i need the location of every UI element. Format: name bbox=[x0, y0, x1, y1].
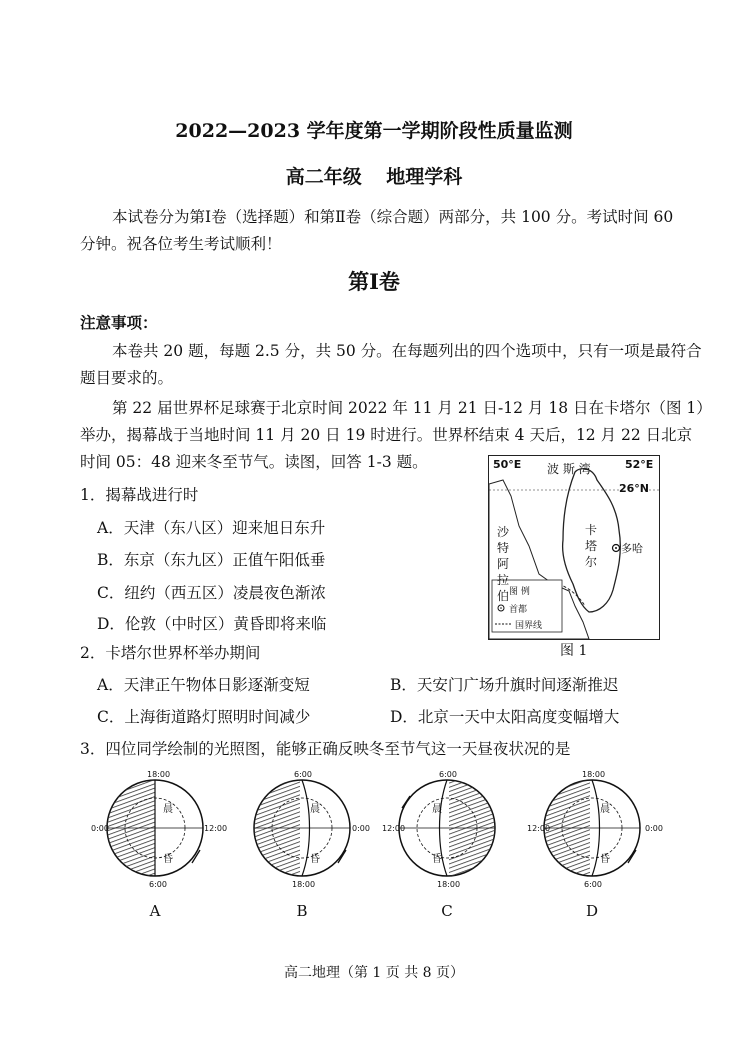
diagram-b-arc-char: 晨 bbox=[310, 804, 320, 815]
map-country-char: 尔 bbox=[585, 555, 598, 569]
question-1-option-c[interactable]: C．纽约（西五区）凌晨夜色渐浓 bbox=[97, 584, 326, 602]
diagram-a[interactable] bbox=[100, 773, 203, 883]
map-lat: 26°N bbox=[619, 482, 650, 495]
intro-line-2: 分钟。祝各位考生考试顺利！ bbox=[80, 235, 282, 253]
question-2-stem: 2．卡塔尔世界杯举办期间 bbox=[80, 644, 261, 662]
figure-1-caption: 图 1 bbox=[560, 643, 588, 659]
question-1-stem: 1．揭幕战进行时 bbox=[80, 486, 199, 504]
map-legend-border: 国界线 bbox=[515, 621, 543, 631]
question-1-option-b[interactable]: B．东京（东九区）正值午阳低垂 bbox=[97, 551, 326, 569]
diagram-b-time-right: 0:00 bbox=[352, 824, 370, 833]
diagram-d-time-top: 18:00 bbox=[582, 770, 606, 779]
map-neighbor-char: 特 bbox=[497, 541, 510, 555]
map-neighbor-char: 拉 bbox=[497, 573, 510, 587]
question-3-stem: 3．四位同学绘制的光照图，能够正确反映冬至节气这一天昼夜状况的是 bbox=[80, 740, 571, 758]
map-sea-label: 波 斯 湾 bbox=[547, 462, 591, 476]
diagram-b-arc-char: 昏 bbox=[310, 854, 320, 865]
illumination-diagrams bbox=[80, 768, 680, 898]
passage-line-3: 时间 05：48 迎来冬至节气。读图，回答 1-3 题。 bbox=[80, 453, 428, 471]
diagram-d-time-bottom: 6:00 bbox=[584, 880, 602, 889]
map-country-label bbox=[585, 522, 597, 570]
map-lon-left: 50°E bbox=[493, 458, 522, 471]
passage-line-2: 举办，揭幕战于当地时间 11 月 20 日 19 时进行。世界杯结束 4 天后，12 月 22 日北京 bbox=[80, 426, 693, 444]
diagram-d[interactable] bbox=[540, 773, 640, 883]
map-lon-right: 52°E bbox=[625, 458, 654, 471]
passage-line-1: 第 22 届世界杯足球赛于北京时间 2022 年 11 月 21 日-12 月 18 日在卡塔尔（图 1） bbox=[112, 399, 712, 417]
diagram-c-label: C bbox=[441, 902, 453, 920]
diagram-c-arc-char: 晨 bbox=[432, 804, 442, 815]
diagram-a-time-right: 12:00 bbox=[204, 824, 228, 833]
map-neighbor-char: 阿 bbox=[497, 557, 510, 571]
diagram-c[interactable] bbox=[399, 773, 504, 883]
diagram-c-time-bottom: 18:00 bbox=[437, 880, 461, 889]
question-2-option-c[interactable]: C．上海街道路灯照明时间减少 bbox=[97, 708, 311, 726]
map-neighbor-char: 伯 bbox=[497, 589, 510, 603]
map-country-char: 塔 bbox=[585, 539, 598, 553]
diagram-c-time-top: 6:00 bbox=[439, 770, 457, 779]
map-capital-label: 多哈 bbox=[621, 542, 643, 555]
diagram-d-time-right: 0:00 bbox=[645, 824, 663, 833]
intro-line-1: 本试卷分为第Ⅰ卷（选择题）和第Ⅱ卷（综合题）两部分，共 100 分。考试时间 60 bbox=[112, 208, 674, 226]
diagram-d-arc-char: 晨 bbox=[600, 804, 610, 815]
notice-line-2: 题目要求的。 bbox=[80, 369, 174, 387]
notice-line-1: 本卷共 20 题，每题 2.5 分，共 50 分。在每题列出的四个选项中，只有一项是最符合 bbox=[112, 342, 702, 360]
diagram-b-time-bottom: 18:00 bbox=[292, 880, 316, 889]
map-neighbor-char: 沙 bbox=[497, 525, 510, 539]
question-1-option-a[interactable]: A．天津（东八区）迎来旭日东升 bbox=[97, 519, 326, 537]
question-2-option-d[interactable]: D．北京一天中太阳高度变幅增大 bbox=[390, 708, 620, 726]
diagram-a-label: A bbox=[149, 902, 161, 920]
diagram-a-time-bottom: 6:00 bbox=[149, 880, 167, 889]
exam-subtitle: 高二年级 地理学科 bbox=[285, 166, 463, 188]
question-1-option-d[interactable]: D．伦敦（中时区）黄昏即将来临 bbox=[97, 615, 327, 633]
notice-heading: 注意事项： bbox=[80, 313, 158, 332]
diagram-d-label: D bbox=[585, 902, 599, 920]
diagram-a-time-top: 18:00 bbox=[147, 770, 171, 779]
map-legend-capital: 首都 bbox=[509, 605, 528, 615]
qatar-map bbox=[488, 455, 660, 640]
diagram-b[interactable] bbox=[250, 773, 350, 883]
map-country-char: 卡 bbox=[585, 523, 598, 537]
map-neighbor-label bbox=[497, 524, 509, 604]
question-2-option-b[interactable]: B．天安门广场升旗时间逐渐推迟 bbox=[390, 676, 619, 694]
question-2-option-a[interactable]: A．天津正午物体日影逐渐变短 bbox=[97, 676, 310, 694]
diagram-c-arc-char: 昏 bbox=[432, 854, 442, 865]
diagram-d-time-left: 12:00 bbox=[527, 824, 551, 833]
diagram-b-label: B bbox=[296, 902, 308, 920]
page-footer: 高二地理（第 1 页 共 8 页） bbox=[283, 965, 465, 981]
map-legend-title: 图 例 bbox=[509, 587, 530, 597]
diagram-a-arc-char: 昏 bbox=[163, 854, 173, 865]
diagram-b-time-top: 6:00 bbox=[294, 770, 312, 779]
diagram-a-arc-char: 晨 bbox=[163, 804, 173, 815]
diagram-c-time-left: 12:00 bbox=[382, 824, 406, 833]
diagram-a-time-left: 0:00 bbox=[91, 824, 109, 833]
section-title: 第Ⅰ卷 bbox=[348, 269, 400, 294]
diagram-d-arc-char: 昏 bbox=[600, 854, 610, 865]
exam-title: 2022—2023 学年度第一学期阶段性质量监测 bbox=[175, 120, 573, 142]
